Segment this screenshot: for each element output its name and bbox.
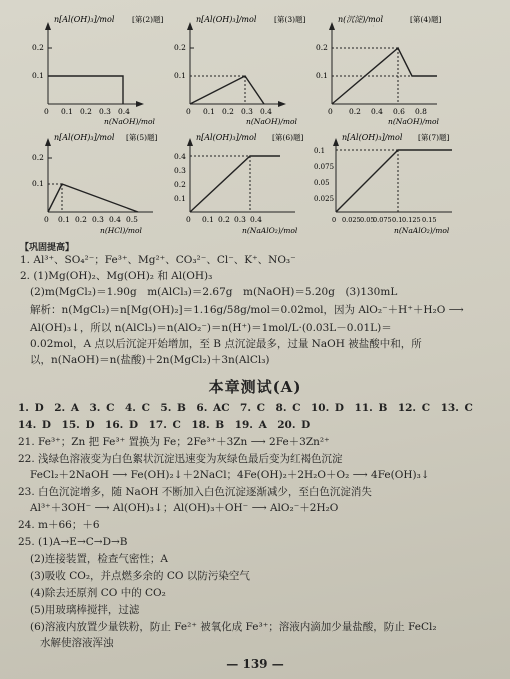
graph-q7-xtick: 0.025	[342, 216, 361, 224]
graph-q2-xlabel: n(NaOH)/mol	[104, 117, 155, 126]
graph-q4-xtick: 0.2	[349, 107, 361, 116]
graph-q5-ytick: 0.1	[32, 179, 44, 188]
graph-q3-ylabel: n[Al(OH)₃]/mol	[196, 15, 257, 24]
consolidation-line: Al(OH)₃↓，所以 n(AlCl₃)＝n(AlO₂⁻)＝n(H⁺)＝1mol/L·(0.03L－0.01L)＝	[30, 322, 392, 334]
graph-q2-xtick: 0.1	[61, 107, 73, 116]
consolidation-line: 1. Al³⁺、SO₄²⁻；Fe³⁺、Mg²⁺、CO₃²⁻、Cl⁻、K⁺、NO₃⁻	[20, 254, 296, 266]
answer-line: 23. 白色沉淀增多，随 NaOH 不断加入白色沉淀逐渐减少，至白色沉淀消失	[18, 486, 372, 498]
graph-q4-ytick: 0.2	[316, 43, 328, 52]
answer-line: 22. 浅绿色溶液变为白色絮状沉淀迅速变为灰绿色最后变为红褐色沉淀	[18, 453, 343, 465]
graph-q3-tag: [第(3)题]	[274, 15, 306, 24]
graph-q4-xlabel: n(NaOH)/mol	[388, 117, 439, 126]
graph-q5-tag: [第(5)题]	[126, 133, 158, 142]
mc-answers-row: 14. D 15. D 16. D 17. C 18. B 19. A 20. D	[18, 419, 311, 431]
graph-q7-xtick: 0	[332, 216, 337, 224]
graph-q4-ytick: 0.1	[316, 71, 328, 80]
answer-line: (6)溶液内放置少量铁粉，防止 Fe²⁺ 被氧化成 Fe³⁺；溶液内滴加少量盐酸，防止 FeCl₂	[30, 621, 437, 633]
graph-q5	[28, 128, 178, 238]
consolidation-line: 0.02mol，A 点以后沉淀开始增加，至 B 点沉淀最多，过量 NaOH 被盐酸中和，所	[30, 338, 422, 350]
graph-q5-xtick: 0.4	[109, 215, 121, 224]
consolidation-line: 解析：n(MgCl₂)＝n[Mg(OH)₂]＝1.16g/58g/mol＝0.02mol，因为 AlO₂⁻＋H⁺＋H₂O ⟶	[30, 304, 464, 316]
page-number: — 139 —	[226, 657, 284, 671]
graph-q4-ylabel: n(沉淀)/mol	[338, 15, 384, 24]
graph-q6-ytick: 0.4	[174, 152, 186, 161]
graph-q5-xtick: 0	[44, 215, 49, 224]
consolidation-line: 2. (1)Mg(OH)₂、Mg(OH)₂ 和 Al(OH)₃	[20, 270, 213, 282]
graph-q4-xtick: 0.8	[415, 107, 427, 116]
graph-q2-xtick: 0.4	[118, 107, 130, 116]
answer-line: (3)吸收 CO₂，并点燃多余的 CO 以防污染空气	[30, 570, 250, 582]
graph-q4-tag: [第(4)题]	[410, 15, 442, 24]
graph-q3-xtick: 0.2	[222, 107, 234, 116]
graph-q7-xtick: 0.15	[422, 216, 437, 224]
graph-q3-xtick: 0.3	[241, 107, 253, 116]
answer-line: (4)除去还原剂 CO 中的 CO₂	[30, 587, 166, 599]
graph-q6-ytick: 0.3	[174, 166, 186, 175]
bleed-through-mark: ·	[372, 22, 375, 32]
graph-q6-xtick: 0.1	[202, 215, 214, 224]
graph-q5-ylabel: n[Al(OH)₃]/mol	[54, 133, 115, 142]
graph-q7-ytick: 0.05	[314, 179, 330, 187]
answer-line: 24. m＋66；＋6	[18, 519, 100, 531]
graph-q6-ylabel: n[Al(OH)₃]/mol	[196, 133, 257, 142]
consolidation-line: 以，n(NaOH)＝n(盐酸)＋2n(MgCl₂)＋3n(AlCl₃)	[30, 354, 270, 366]
graph-q5-xtick: 0.3	[92, 215, 104, 224]
graph-q7-ylabel: n[Al(OH)₃]/mol	[342, 133, 403, 142]
answer-line: FeCl₂＋2NaOH ⟶ Fe(OH)₂↓＋2NaCl；4Fe(OH)₂＋2H₂O＋O₂ ⟶ 4Fe(OH)₃↓	[30, 469, 430, 481]
graph-q6-xtick: 0.2	[218, 215, 230, 224]
graph-q3-xlabel: n(NaOH)/mol	[246, 117, 297, 126]
graph-q6-xlabel: n(NaAlO₂)/mol	[242, 226, 298, 235]
answer-line: 25. (1)A→E→C→D→B	[18, 536, 128, 548]
graph-q3	[170, 8, 320, 126]
graph-q2-xtick: 0.3	[99, 107, 111, 116]
graph-q6	[170, 128, 320, 238]
graph-q7-ytick: 0.1	[314, 147, 326, 155]
graph-q6-xtick: 0.4	[250, 215, 262, 224]
graph-q7	[312, 128, 472, 238]
graph-q7-xtick: 0.075	[373, 216, 392, 224]
graph-q6-xtick: 0.3	[234, 215, 246, 224]
graph-q6-ytick: 0.2	[174, 180, 186, 189]
graph-q3-xtick: 0.1	[203, 107, 215, 116]
graph-q6-tag: [第(6)题]	[272, 133, 304, 142]
graph-q7-xtick: 0.125	[402, 216, 421, 224]
graph-q6-xtick: 0	[186, 215, 191, 224]
answer-line: 21. Fe³⁺；Zn 把 Fe³⁺ 置换为 Fe；2Fe³⁺＋3Zn ⟶ 2Fe＋3Zn²⁺	[18, 436, 330, 448]
graph-q7-xtick: 0.1	[392, 216, 403, 224]
graph-q3-xtick: 0	[186, 107, 191, 116]
graph-q6-ytick: 0.1	[174, 194, 186, 203]
graph-q7-xtick: 0.05	[360, 216, 375, 224]
mc-answers-row: 1. D 2. A 3. C 4. C 5. B 6. AC 7. C 8. C 10. D 11. B 12. C 13. C	[18, 402, 473, 414]
section-label: 【巩固提高】	[20, 243, 75, 253]
answer-line: 水解使溶液浑浊	[40, 637, 114, 649]
graph-q5-xtick: 0.1	[58, 215, 70, 224]
graph-q4-xtick: 0	[328, 107, 333, 116]
graph-q2-xtick: 0.2	[80, 107, 92, 116]
graph-q2-ytick: 0.1	[32, 71, 44, 80]
graph-q7-ytick: 0.025	[314, 195, 335, 203]
graph-q2-ytick: 0.2	[32, 43, 44, 52]
graph-q5-xtick: 0.2	[75, 215, 87, 224]
graph-q3-xtick: 0.4	[260, 107, 272, 116]
chapter-test-title: 本章测试(A)	[208, 378, 302, 396]
graph-q5-xtick: 0.5	[126, 215, 138, 224]
answer-line: Al³⁺＋3OH⁻ ⟶ Al(OH)₃↓；Al(OH)₃＋OH⁻ ⟶ AlO₂⁻＋2H₂O	[30, 502, 339, 514]
graph-q2	[28, 8, 178, 126]
graph-q4-xtick: 0.4	[371, 107, 383, 116]
answer-line: (2)连接装置，检查气密性；A	[30, 553, 168, 565]
graph-q3-ytick: 0.1	[174, 71, 186, 80]
graph-q7-xlabel: n(NaAlO₂)/mol	[394, 226, 450, 235]
graph-q4	[312, 8, 462, 126]
answer-line: (5)用玻璃棒搅拌，过滤	[30, 604, 140, 616]
graph-q4-xtick: 0.6	[393, 107, 405, 116]
graph-q5-xlabel: n(HCl)/mol	[100, 226, 142, 235]
graph-q7-ytick: 0.075	[314, 163, 335, 171]
consolidation-line: (2)m(MgCl₂)＝1.90g m(AlCl₃)＝2.67g m(NaOH)＝5.20g (3)130mL	[30, 286, 398, 298]
graph-q2-ylabel: n[Al(OH)₃]/mol	[54, 15, 115, 24]
graph-q7-tag: [第(7)题]	[418, 133, 450, 142]
graph-q2-tag: [第(2)题]	[132, 15, 164, 24]
graph-q5-ytick: 0.2	[32, 153, 44, 162]
graph-q3-ytick: 0.2	[174, 43, 186, 52]
graph-q2-xtick: 0	[44, 107, 49, 116]
